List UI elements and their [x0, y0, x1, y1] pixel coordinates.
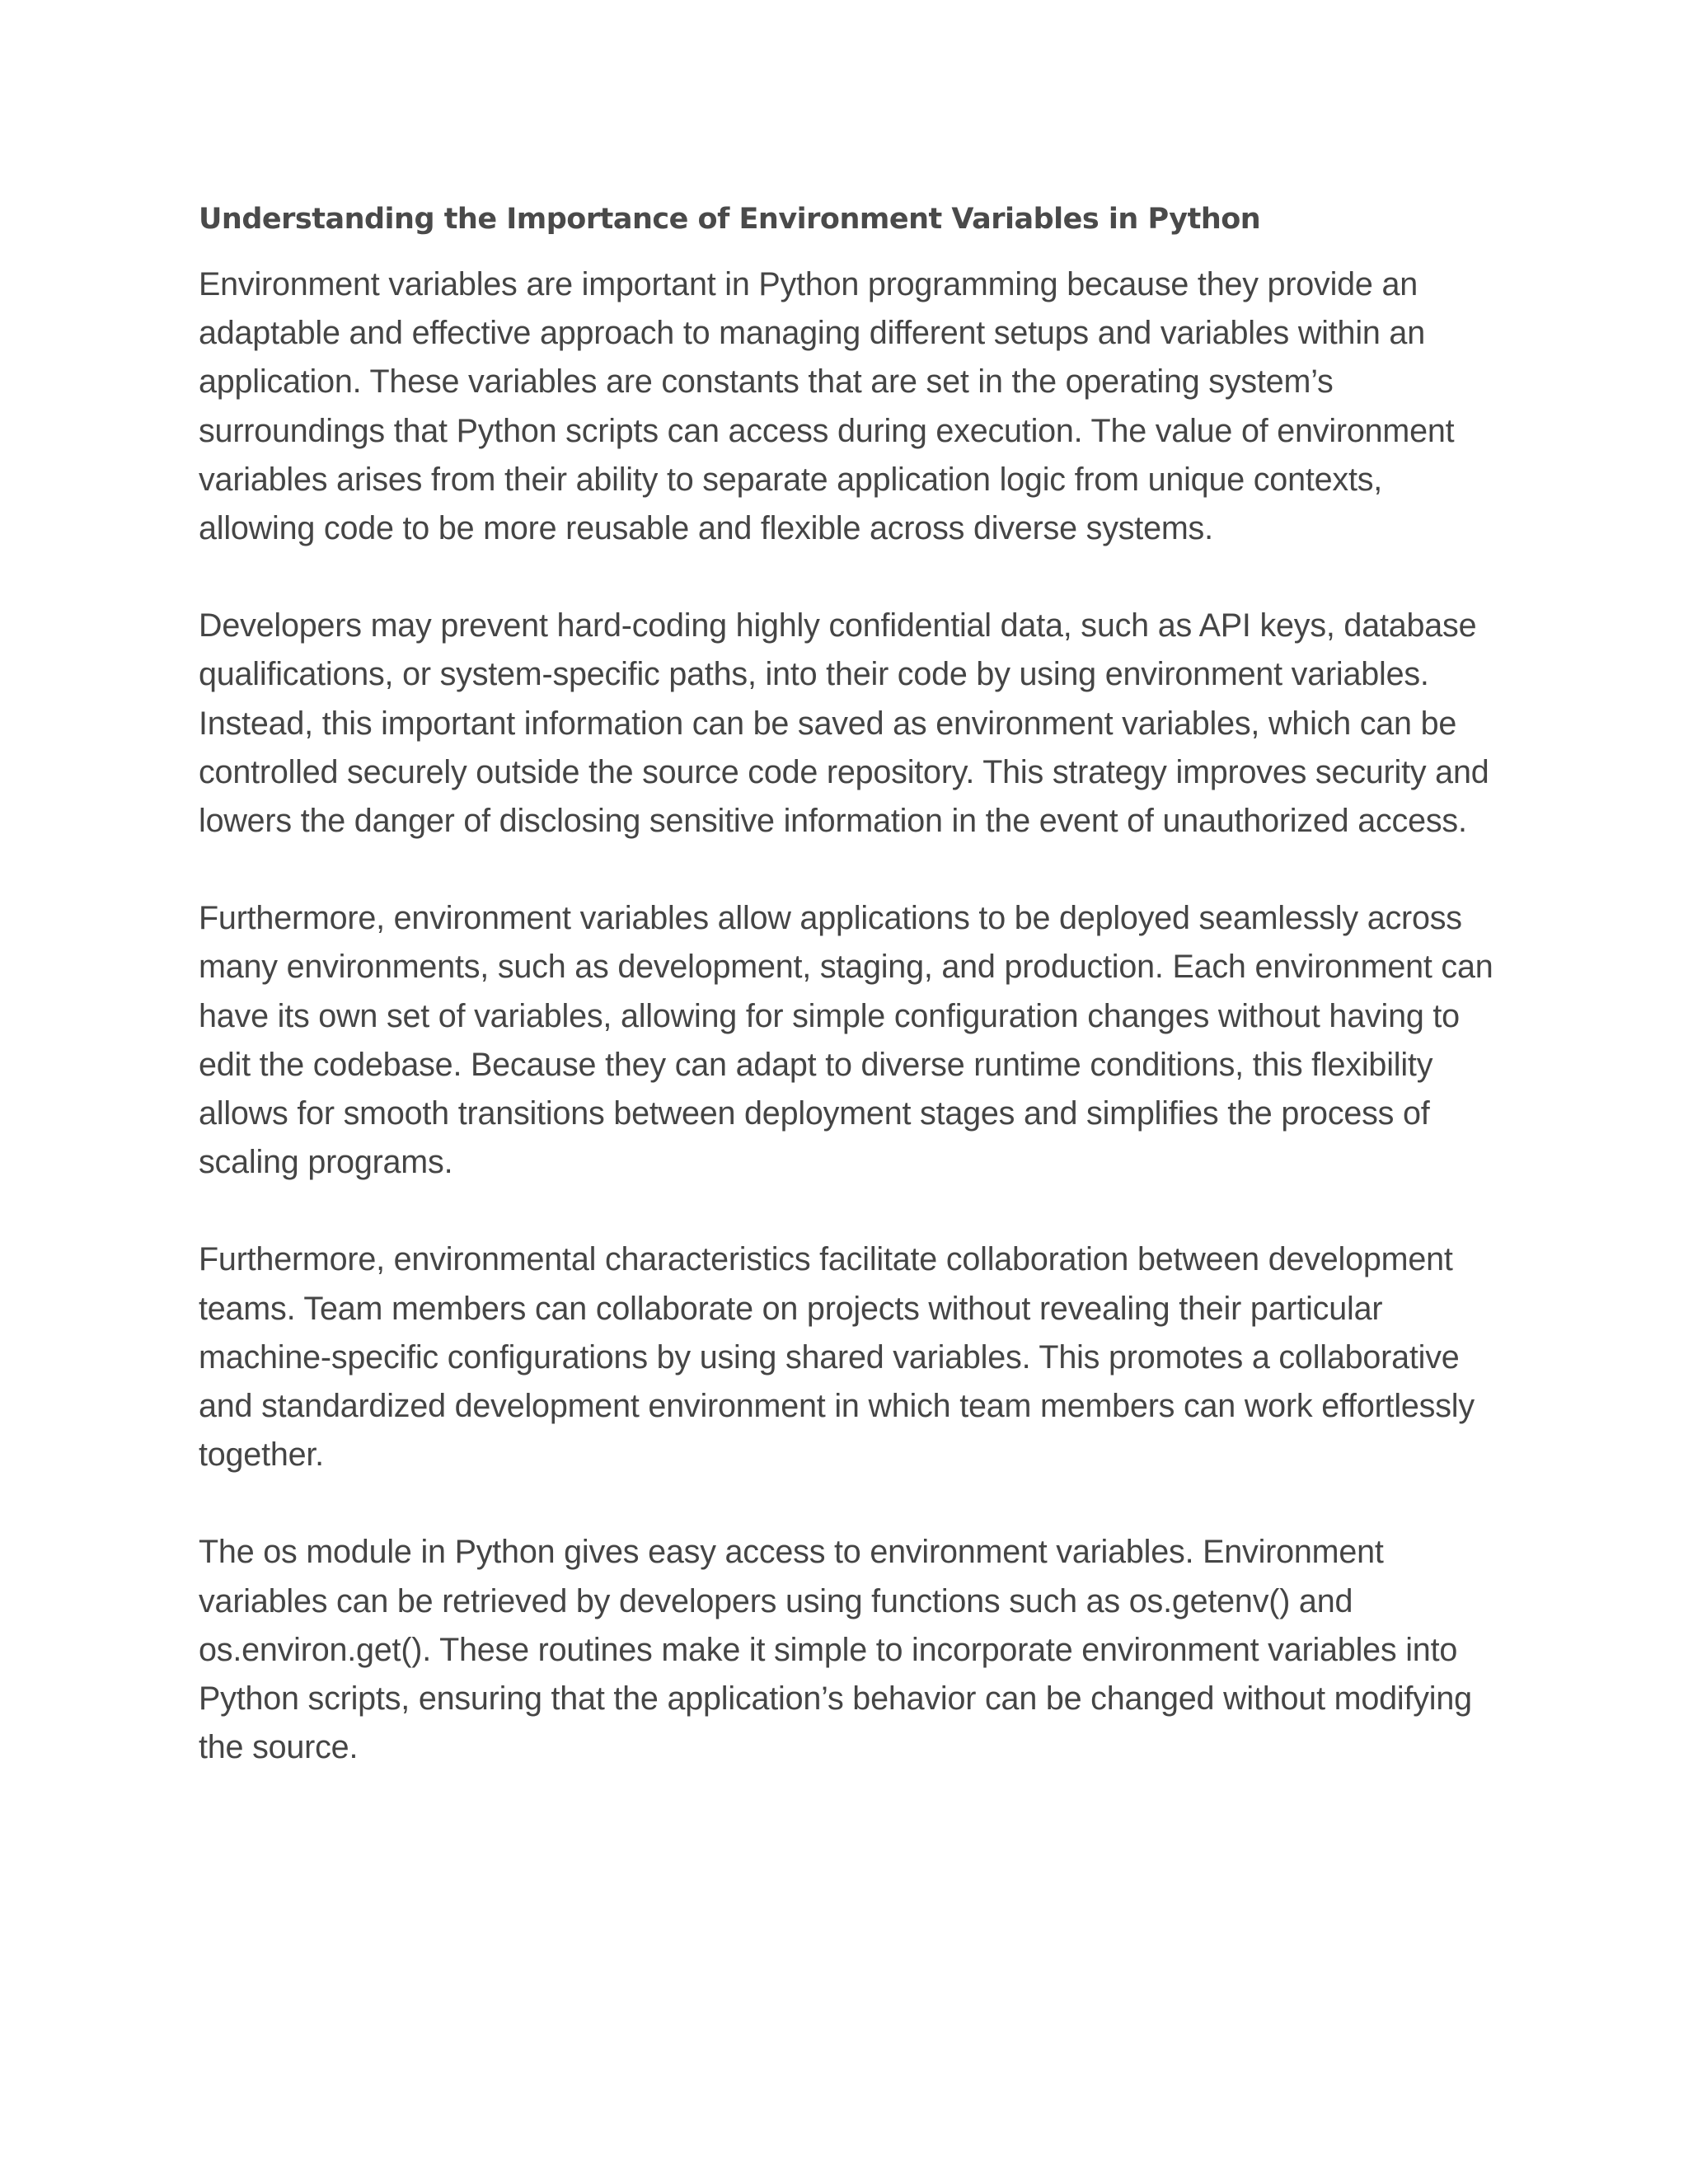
paragraph-1: Environment variables are important in Python programming because they provide an adaptable and effective approach to managing different setups and variables within an application. These variables are constants that are set in the operating system’s surroundings that Python scripts can access during execution. The value of environment variables arises from their ability to separate application logic from unique contexts, allowing code to be more reusable and flexible across diverse systems. [199, 266, 1455, 547]
paragraph-4: Furthermore, environmental characteristics facilitate collaboration between development teams. Team members can collaborate on projects without revealing their particular machine-specific configurations by using shared variables. This promotes a collaborative and standardized development environment in which team members can work effortlessly together. [199, 1241, 1475, 1474]
paragraph-2: Developers may prevent hard-coding highly confidential data, such as API keys, database qualifications, or system-specific paths, into their code by using environment variables. Instead, this important information can be saved as environment variables, which can be controlled securely outside the source code repository. This strategy improves security and lowers the danger of disclosing sensitive information in the event of unauthorized access. [199, 607, 1489, 840]
paragraph-3: Furthermore, environment variables allow applications to be deployed seamlessly across many environments, such as development, staging, and production. Each environment can have its own set of variables, allowing for simple configuration changes without having to edit the codebase. Because they can adapt to diverse runtime conditions, this flexibility allows for smooth transitions between deployment stages and simplifies the process of scaling programs. [199, 900, 1493, 1181]
paragraph-5: The os module in Python gives easy access to environment variables. Environment variables can be retrieved by developers using functions such as os.getenv() and os.environ.get(). These routines make it simple to incorporate environment variables into Python scripts, ensuring that the application’s behavior can be changed without modifying the source. [199, 1534, 1472, 1766]
document-body [199, 199, 1497, 1772]
document-title: Understanding the Importance of Environment Variables in Python [199, 203, 1261, 236]
